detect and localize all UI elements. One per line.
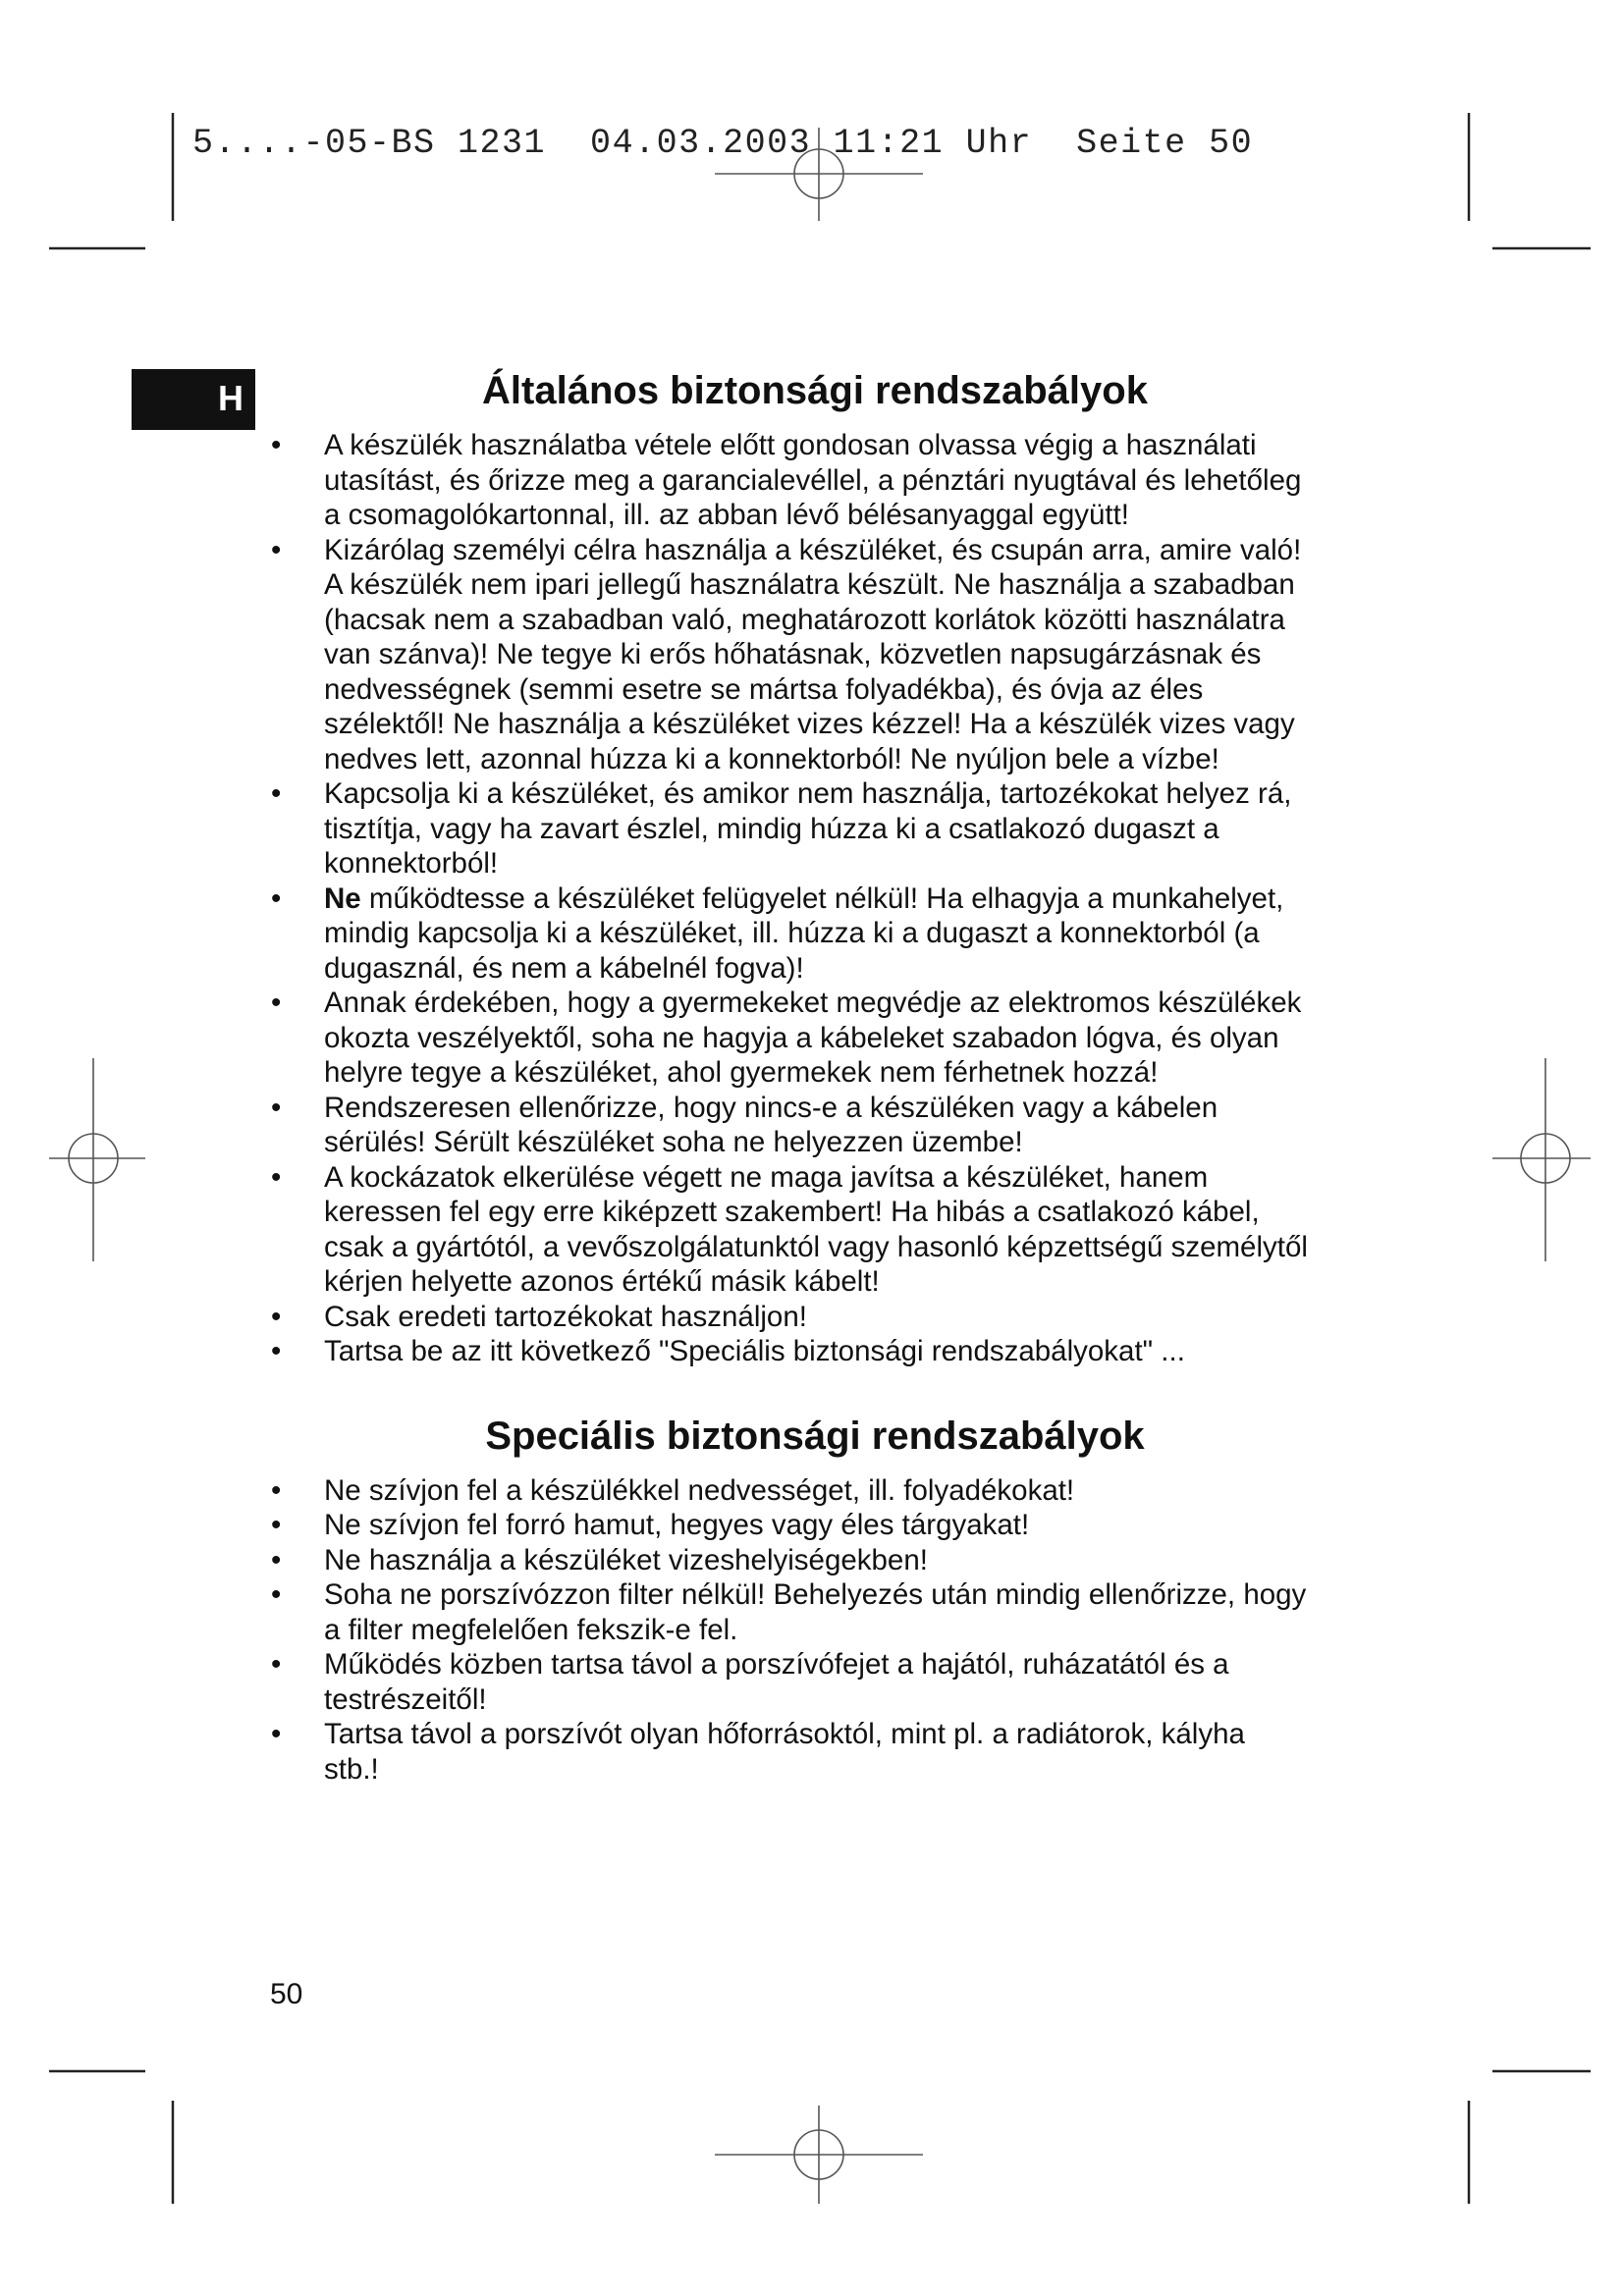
list-item	[265, 1473, 1365, 1509]
bullet-icon: •	[271, 1509, 282, 1541]
registration-mark-right	[1492, 1058, 1591, 1261]
list-item	[265, 1334, 1365, 1369]
list-item	[265, 1160, 1365, 1300]
emphasis-word: Ne	[324, 881, 361, 915]
registration-mark-bottom	[715, 2106, 923, 2204]
item-text: Rendszeresen ellenőrizze, hogy nincs-e a készüléken vagy a kábelen sérülés! Sérült készüléket soha ne helyezzen üzembe!	[324, 1091, 1218, 1158]
list-item	[265, 533, 1365, 777]
item-text: Soha ne porszívózzon filter nélkül! Behelyezés után mindig ellenőrizze, hogy a filter megfelelően fekszik-e fel.	[324, 1578, 1307, 1646]
language-tab-label: H	[218, 378, 244, 418]
list-item	[265, 428, 1365, 533]
item-text: Tartsa be az itt következő "Speciális biztonsági rendszabályokat" ...	[324, 1335, 1185, 1367]
special-safety-list	[265, 1473, 1365, 1788]
list-item	[265, 1543, 1365, 1578]
bullet-icon: •	[271, 533, 282, 566]
list-item	[265, 1091, 1365, 1160]
bullet-icon: •	[271, 1648, 282, 1681]
bullet-icon: •	[271, 881, 282, 915]
bullet-icon: •	[271, 777, 282, 810]
bullet-icon: •	[271, 1473, 282, 1507]
item-text: Ne szívjon fel a készülékkel nedvességet, ill. folyadékokat!	[324, 1473, 1075, 1507]
item-text: Működés közben tartsa távol a porszívófejet a hajától, ruházatától és a testrészeitől!	[324, 1648, 1229, 1716]
section-title-general: Általános biztonsági rendszabályok	[482, 369, 1148, 412]
bullet-icon: •	[271, 1335, 282, 1367]
list-item	[265, 1577, 1365, 1647]
item-text: A készülék használatba vétele előtt gondosan olvassa végig a használati utasítást, és őrizze meg a garancialevéllel, a pénztári nyugtával és lehetőleg a csomagolókartonnal, ill. az abban lévő bélésanyaggal együtt!	[324, 429, 1302, 531]
item-text: működtesse a készüléket felügyelet nélkül! Ha elhagyja a munkahelyet, mindig kapcsolja ki a készüléket, ill. húzza ki a dugaszt a konnektorból (a dugasznál, és nem a kábelnél fogva)!	[324, 881, 1284, 985]
bullet-icon: •	[271, 1543, 282, 1576]
list-item	[265, 776, 1365, 881]
list-item	[265, 1717, 1365, 1787]
item-text: A kockázatok elkerülése végett ne maga javítsa a készüléket, hanem keressen fel egy erre kiképzett szakembert! Ha hibás a csatlakozó kábel, csak a gyártótól, a vevőszolgálatunktól vagy hasonló képzettségű személytől kérjen helyette azonos értékű másik kábelt!	[324, 1160, 1308, 1298]
item-text: Tartsa távol a porszívót olyan hőforrásoktól, mint pl. a radiátorok, kályha stb.!	[324, 1718, 1245, 1786]
item-text: Ne használja a készüléket vizeshelyiségekben!	[324, 1543, 928, 1576]
list-item	[265, 881, 1365, 987]
list-item	[265, 986, 1365, 1091]
bullet-icon: •	[271, 1300, 282, 1333]
item-text: Csak eredeti tartozékokat használjon!	[324, 1300, 807, 1333]
bullet-icon: •	[271, 429, 282, 461]
item-text: Annak érdekében, hogy a gyermekeket megvédje az elektromos készülékek okozta veszélyektől, soha ne hagyja a kábeleket szabadon lógva, és olyan helyre tegye a készüléket, ahol gyermekek nem férhetnek hozzá!	[324, 987, 1302, 1089]
bullet-icon: •	[271, 1718, 282, 1750]
list-item	[265, 1300, 1365, 1335]
language-tab	[132, 369, 255, 430]
list-item	[265, 1508, 1365, 1543]
item-text: Ne szívjon fel forró hamut, hegyes vagy éles tárgyakat!	[324, 1509, 1030, 1541]
bullet-icon: •	[271, 1091, 282, 1124]
registration-mark-left	[49, 1058, 145, 1261]
bullet-icon: •	[271, 1160, 282, 1194]
bullet-icon: •	[271, 987, 282, 1019]
print-slug: 5....-05-BS 1231 04.03.2003 11:21 Uhr Seite 50	[192, 124, 1254, 163]
item-text: Kizárólag személyi célra használja a készüléket, és csupán arra, amire való! A készülék nem ipari jellegű használatra készült. Ne használja a szabadban (hacsak nem a szabadban való, meghatározott korlátok közötti használatra van szánva)! Ne tegye ki erős hőhatásnak, közvetlen napsugárzásnak és nedvességnek (semmi esetre se mártsa folyadékba), és óvja az éles szélektől! Ne használja a készüléket vizes kézzel! Ha a készülék vizes vagy nedves lett, azonnal húzza ki a konnektorból! Ne nyúljon bele a vízbe!	[324, 533, 1302, 775]
item-text: Kapcsolja ki a készüléket, és amikor nem használja, tartozékokat helyez rá, tisztítja, vagy ha zavart észlel, mindig húzza ki a csatlakozó dugaszt a konnektorból!	[324, 777, 1292, 880]
page-number: 50	[270, 1978, 303, 2010]
section-title-special: Speciális biztonsági rendszabályok	[485, 1414, 1145, 1458]
bullet-icon: •	[271, 1578, 282, 1611]
page-content	[265, 359, 1365, 1787]
list-item	[265, 1647, 1365, 1717]
general-safety-list	[265, 428, 1365, 1369]
